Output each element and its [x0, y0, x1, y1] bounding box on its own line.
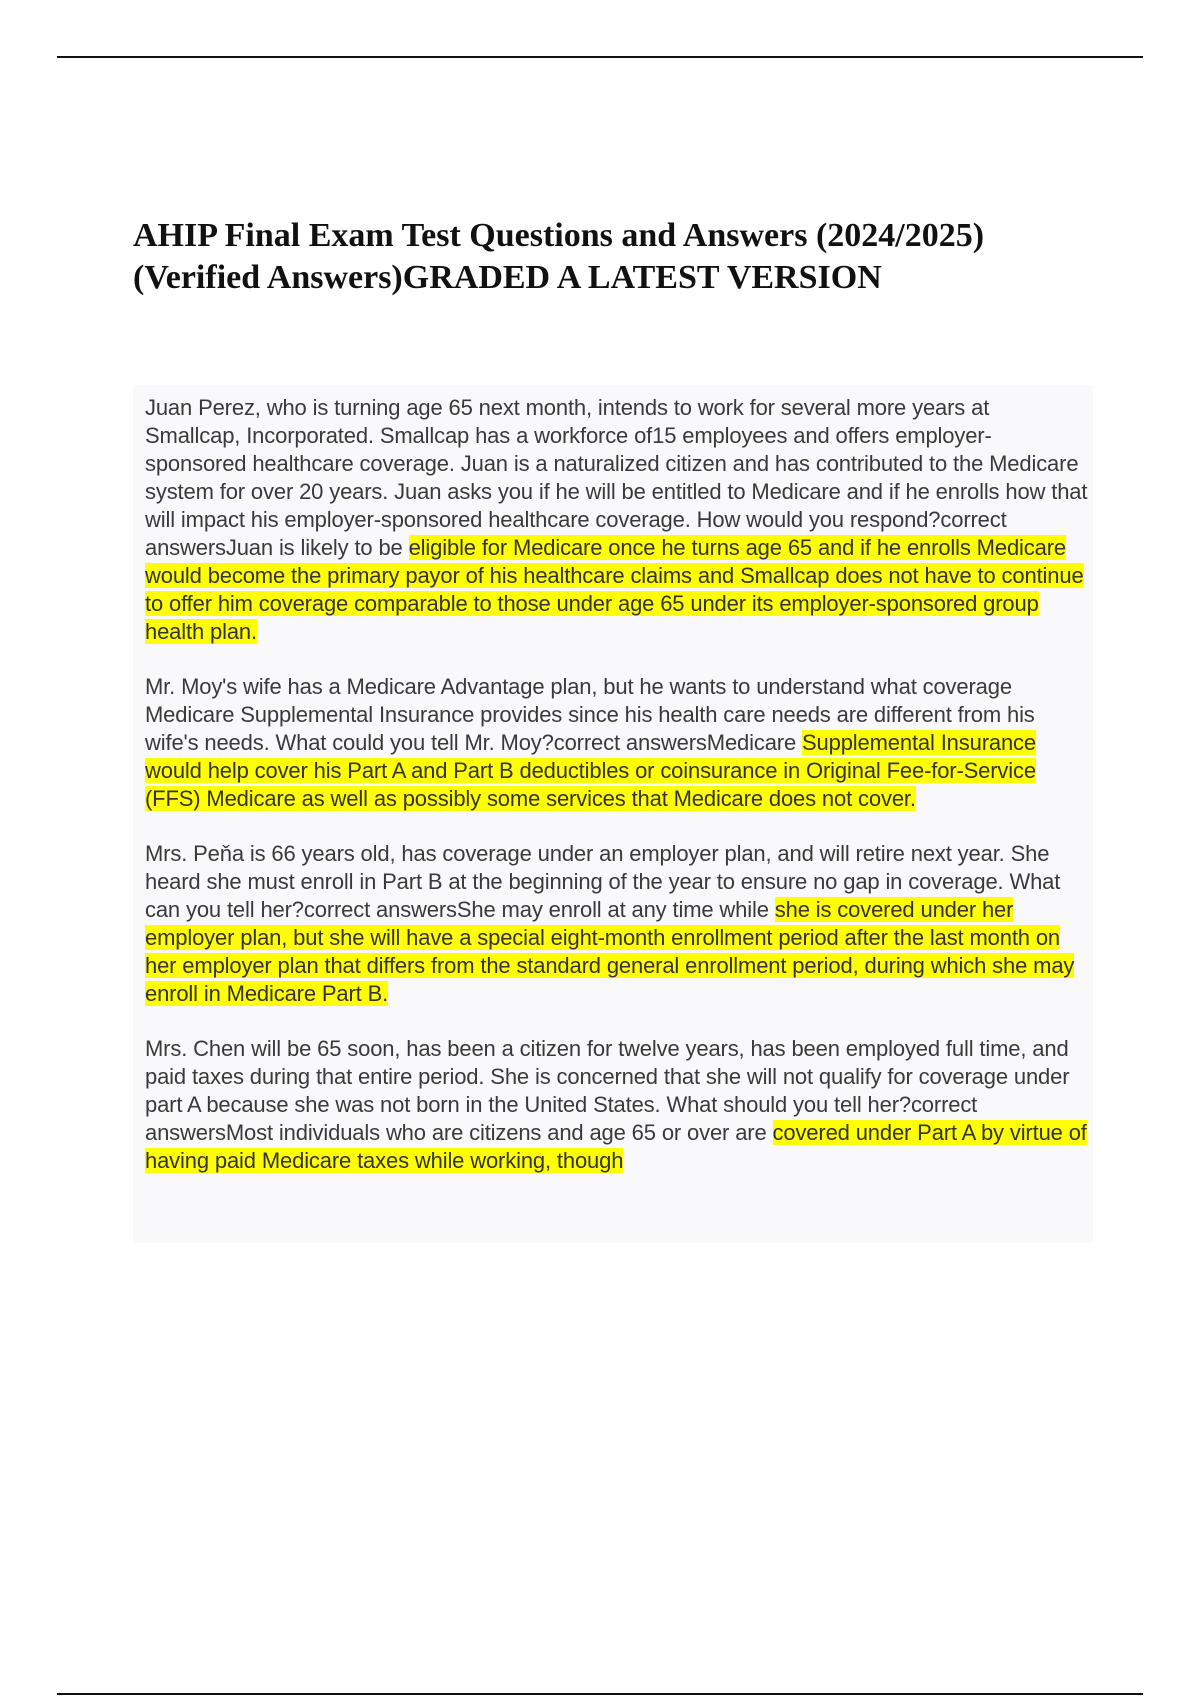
question-text: Juan Perez, who is turning age 65 next month, intends to work for several more years at Smallcap, Incorporated. Smallcap has a workforce of15 employees and offers employer-sponsored healthcare coverage. Juan is a naturalized citizen and has contributed to the Medicare system for over 20 years. Juan asks you if he will be entitled to Medicare and if he enrolls how that will impact his employer-sponsored healthcare coverage. How would you respond?correct answersJuan is likely to be [145, 395, 1088, 560]
qa-item [145, 1035, 1090, 1175]
title-block [133, 215, 1093, 299]
question-text: Mr. Moy's wife has a Medicare Advantage plan, but he wants to understand what coverage Medicare Supplemental Insurance provides since his health care needs are different from his wife's needs. What could you tell Mr. Moy?correct answersMedicare [145, 674, 1035, 755]
answer-highlight: she is covered under her employer plan, but she will have a special eight-month enrollment period after the last month on her employer plan that differs from the standard general enrollment period, during which she may enroll in Medicare Part B. [145, 897, 1075, 1006]
answer-highlight: eligible for Medicare once he turns age 65 and if he enrolls Medicare would become the primary payor of his healthcare claims and Smallcap does not have to continue to offer him coverage comparable to those under age 65 under its employer-sponsored group health plan. [145, 535, 1084, 644]
qa-item [145, 394, 1090, 646]
qa-item [145, 840, 1090, 1008]
qa-list [145, 394, 1090, 1202]
top-rule [57, 56, 1143, 58]
answer-highlight: covered under Part A by virtue of having paid Medicare taxes while working, though [145, 1120, 1087, 1173]
bottom-rule [57, 1693, 1143, 1695]
question-text: Mrs. Peňa is 66 years old, has coverage under an employer plan, and will retire next year. She heard she must enroll in Part B at the beginning of the year to ensure no gap in coverage. What can you tell her?correct answersShe may enroll at any time while [145, 841, 1061, 922]
answer-highlight: Supplemental Insurance would help cover his Part A and Part B deductibles or coinsurance in Original Fee-for-Service (FFS) Medicare as well as possibly some services that Medicare does not cover. [145, 730, 1036, 811]
question-text: Mrs. Chen will be 65 soon, has been a citizen for twelve years, has been employed full time, and paid taxes during that entire period. She is concerned that she will not qualify for coverage under part A because she was not born in the United States. What should you tell her?correct answersMost individuals who are citizens and age 65 or over are [145, 1036, 1070, 1145]
document-title: AHIP Final Exam Test Questions and Answers (2024/2025) (Verified Answers)GRADED A LATEST VERSION [133, 217, 985, 296]
qa-item [145, 673, 1090, 813]
